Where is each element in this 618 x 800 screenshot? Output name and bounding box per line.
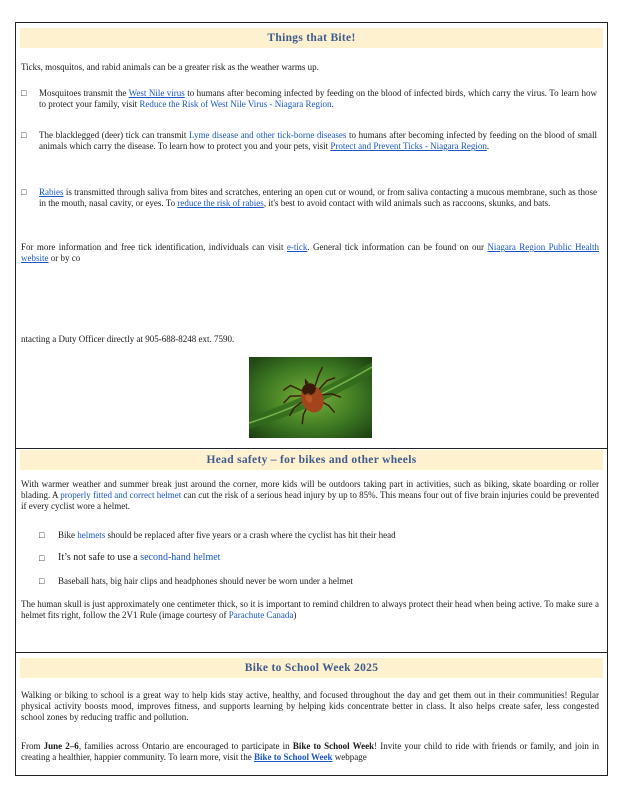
newsletter-page [15, 22, 608, 776]
bullet-square-icon: □ [39, 576, 45, 586]
mosquito-paragraph: Mosquitoes transmit the West Nile virus to humans after becoming infected by feeding on the blood of infected birds, which carry the virus. To learn how to protect your family, visit Reduce the Risk of West Nile Virus - Niagara Region. [39, 88, 597, 109]
helmet-replace-bullet: Bike helmets should be replaced after five years or a crash where the cyclist has hit their head [58, 530, 396, 540]
rabies-link[interactable]: Rabies [39, 187, 64, 197]
hats-clips-bullet: Baseball hats, big hair clips and headphones should never be worn under a helmet [58, 576, 353, 586]
duty-officer-contact: ntacting a Duty Officer directly at 905-688-8248 ext. 7590. [21, 334, 235, 344]
section-divider [16, 652, 607, 653]
e-tick-link[interactable]: e-tick [286, 242, 308, 252]
second-hand-helmet-bullet: It’s not safe to use a second-hand helmet [58, 552, 221, 563]
bike-to-school-dates-paragraph: From June 2–6, families across Ontario are encouraged to participate in Bike to School Week! Invite your child to ride with friends or family, and join in creating a healthier, happier community. To learn more, visit the Bike to School Week webpage [21, 741, 599, 762]
tick-illustration [249, 357, 372, 438]
reduce-west-nile-link[interactable]: Reduce the Risk of West Nile Virus - Niagara Region [139, 99, 332, 109]
more-info-paragraph: For more information and free tick identification, individuals can visit e-tick. General tick information can be found on our Niagara Region Public Health website or by co [21, 242, 599, 263]
public-health-website-link[interactable]: Niagara Region Public Health website [21, 242, 599, 263]
bullet-square-icon: □ [21, 88, 27, 98]
rabies-paragraph: Rabies is transmitted through saliva from bites and scratches, entering an open cut or wound, or from saliva contacting a mucous membrane, such as those in the mouth, nasal cavity, or eyes. To reduce the risk of rabies, it's best to avoid contact with wild animals such as raccoons, skunks, and bats. [39, 187, 597, 208]
section-title-head-safety: Head safety – for bikes and other wheels [20, 450, 603, 470]
parachute-canada-link[interactable]: Parachute Canada [228, 610, 294, 620]
bullet-square-icon: □ [39, 530, 45, 540]
second-hand-helmet-link[interactable]: second-hand helmet [140, 552, 221, 563]
bullet-square-icon: □ [21, 187, 27, 197]
bullet-square-icon: □ [21, 130, 27, 140]
bullet-square-icon: □ [39, 553, 45, 563]
west-nile-virus-link[interactable]: West Nile virus [128, 88, 185, 98]
protect-prevent-ticks-link[interactable]: Protect and Prevent Ticks - Niagara Region [330, 141, 487, 151]
tick-photo [249, 357, 372, 438]
section-title-things-that-bite: Things that Bite! [20, 28, 603, 48]
lyme-disease-link[interactable]: Lyme disease and other tick-borne diseases [189, 130, 347, 140]
ticks-intro: Ticks, mosquitos, and rabid animals can be a greater risk as the weather warms up. [21, 62, 319, 72]
section-divider [16, 448, 607, 449]
deer-tick-paragraph: The blacklegged (deer) tick can transmit Lyme disease and other tick-borne diseases to humans after becoming infected by feeding on the blood of small animals which carry the disease. To learn how to protect you and your pets, visit Protect and Prevent Ticks - Niagara Region. [39, 130, 597, 151]
section-title-bike-to-school: Bike to School Week 2025 [20, 658, 603, 678]
bike-to-school-week-link[interactable]: Bike to School Week [253, 752, 333, 762]
walking-biking-paragraph: Walking or biking to school is a great way to help kids stay active, healthy, and focused throughout the day and get them out in their communities! Regular physical activity boosts mood, improves fitness, and supports learning by helping kids concentrate better in class. It also helps create safer, less congested school zones by reducing traffic and pollution. [21, 690, 599, 722]
head-safety-intro: With warmer weather and summer break just around the corner, more kids will be outdoors taking part in activities, such as biking, skate boarding or roller blading. A properly fitted and correct helmet can cut the risk of a serious head injury by up to 85%. This means four out of five brain injuries could be prevented if every cyclist wore a helmet. [21, 479, 599, 511]
reduce-rabies-link[interactable]: reduce the risk of rabies [177, 198, 264, 208]
properly-fitted-helmet-link[interactable]: properly fitted and correct helmet [60, 490, 182, 500]
helmets-link[interactable]: helmets [77, 530, 106, 540]
human-skull-paragraph: The human skull is just approximately one centimeter thick, so it is important to remind children to always protect their head when being active. To make sure a helmet fits right, follow the 2V1 Rule (image courtesy of Parachute Canada) [21, 599, 599, 620]
